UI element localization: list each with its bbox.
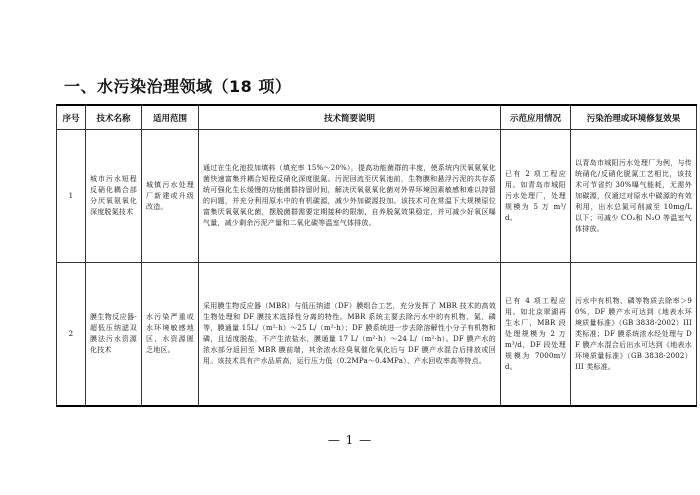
tech-scope: 城镇污水处理厂新建或升级改造。 (142, 130, 199, 263)
table-row (57, 263, 697, 407)
row-number: 1 (57, 130, 86, 263)
technology-table (56, 104, 697, 407)
header-tech-name: 技术名称 (86, 105, 142, 130)
section-title: 一、水污染治理领域（18 项） (64, 77, 292, 96)
header-scope: 适用范围 (142, 105, 199, 130)
header-description: 技术简要说明 (199, 105, 501, 130)
tech-description: 通过在生化池投加填料（填充率 15%～20%），提高功能菌群的丰度，使系统内厌氧氨氧化菌快速富集并耦合短程反硝化深度脱氮。污泥回流至厌氧池前，生物膜和悬浮污泥的共存系统可强化生长缓慢的功能菌群持留时间，解决厌氧氨氧化菌对外界环境因素敏感和难以持留的问题，并充分利用原水中的有机碳源，减少外加碳源投加。该技术可在常温下大规模原位富集厌氧氨氧化菌，摆脱菌群需要定期接种的限制，自养脱氮效果稳定，并可减少好氧区曝气量，减少剩余污泥产量和二氧化碳等温室气体排放。 (199, 130, 501, 263)
page-number: — 1 — (327, 433, 373, 447)
tech-effect: 污水中有机物、磷等物质去除率＞90%，DF 膜产水可达到《地表水环境质量标准》（GB 3838-2002）III 类标准；DF 膜系统浓水经处理与 DF 膜产水混合后出水可达到《地表水环境质量标准》（GB 3838-2002）III 类标准。 (571, 263, 697, 407)
tech-effect: 以青岛市城阳污水处理厂为例，与传统硝化/反硝化脱氮工艺相比，该技术可节省约 30%曝气能耗，无需外加碳源，仅通过对原水中碳源的有效利用，出水总氮可削减至 10mg/L 以下；可减少 CO₂和 N₂O 等温室气体排放。 (571, 130, 697, 263)
header-effect: 污染治理或环境修复效果 (571, 105, 697, 130)
header-demo: 示范应用情况 (501, 105, 571, 130)
table-row (57, 130, 697, 263)
tech-name: 城市污水短程反硝化耦合部分厌氧氨氧化深度脱氮技术 (86, 130, 142, 263)
tech-demo: 已有 2 项工程应用。如青岛市城阳污水处理厂，处理规模为 5 万 m³/d。 (501, 130, 571, 263)
table-header-row (57, 105, 697, 130)
tech-scope: 水污染严重或水环境敏感地区、水资源匮乏地区。 (142, 263, 199, 407)
tech-description: 采用膜生物反应器（MBR）与低压纳滤（DF）膜组合工艺，充分发挥了 MBR 技术的高效生物处理和 DF 膜技术选择性分离的特性。MBR 系统主要去除污水中的有机物、氮、磷等，膜通量 15L/（m²·h）～25 L/（m²·h）；DF 膜系统进一步去除溶解性小分子有机物和磷，且适度脱盐，不产生浓盐水，膜通量 17 L/（m²·h）～24 L/（m²·h）。DF 膜产水的浓水部分返回至 MBR 膜前端，其余浓水经臭氧催化氧化后与 DF 膜产水混合后排放或回用。该技术具有产水品质高，运行压力低（0.2MPa～0.4MPa）、产水回收率高等特点。 (199, 263, 501, 407)
row-number: 2 (57, 263, 86, 407)
tech-demo: 已有 4 项工程应用。如北京翠湖再生水厂，MBR 段处理规模为 2 万 m³/d，DF 段处理规模为 7000m³/d。 (501, 263, 571, 407)
tech-name: 膜生物反应器-超低压纳滤双膜法污水资源化技术 (86, 263, 142, 407)
header-number: 序号 (57, 105, 86, 130)
